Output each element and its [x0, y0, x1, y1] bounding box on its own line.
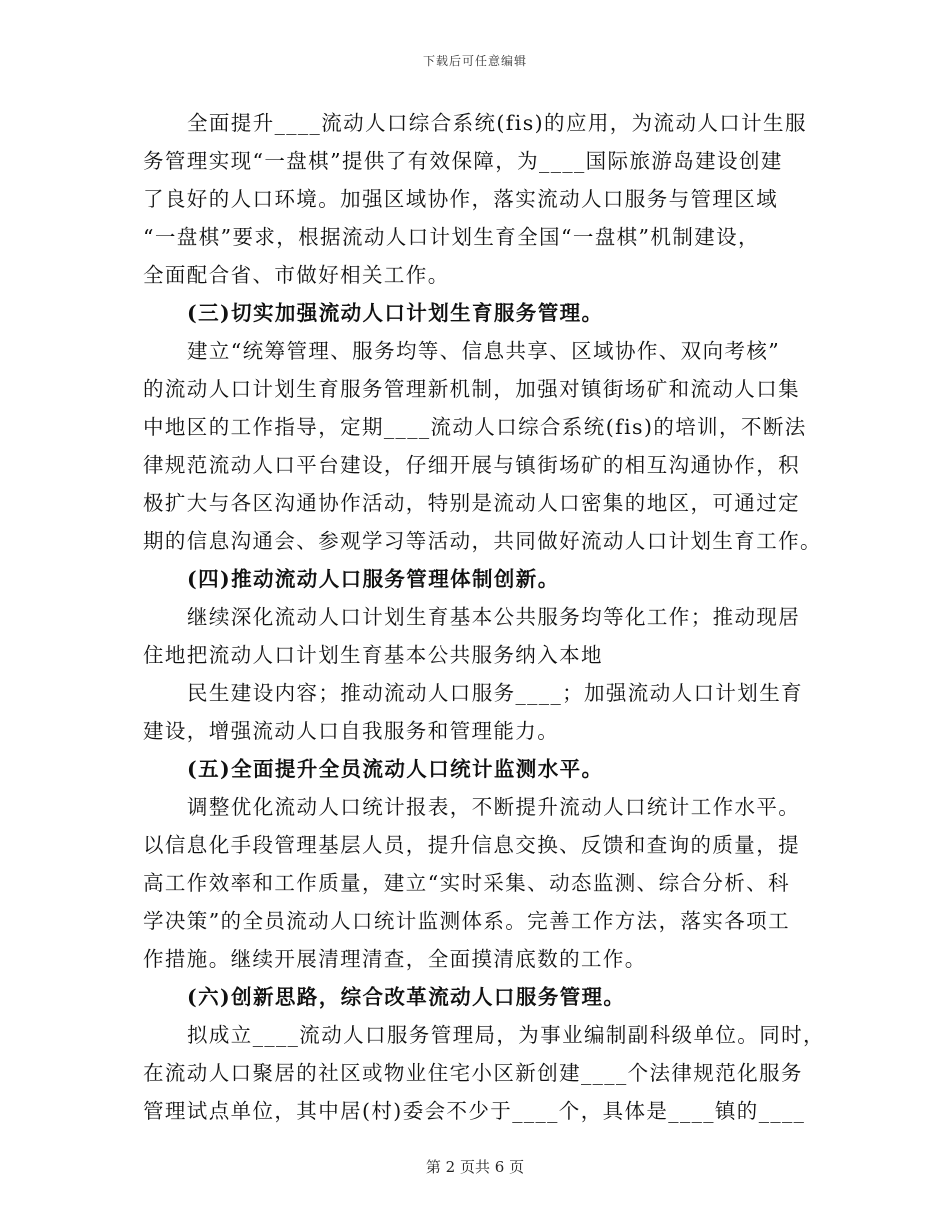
paragraph-line: 调整优化流动人口统计报表，不断提升流动人口统计工作水平。 — [187, 795, 801, 819]
section-heading: (四)推动流动人口服务管理体制创新。 — [187, 567, 560, 591]
paragraph-line: “一盘棋”要求，根据流动人口计划生育全国“一盘棋”机制建设， — [143, 225, 760, 249]
paragraph-line: 极扩大与各区沟通协作活动，特别是流动人口密集的地区，可通过定 — [143, 491, 800, 515]
paragraph-line: 民生建设内容；推动流动人口服务____；加强流动人口计划生育 — [187, 681, 803, 705]
paragraph-line: 建设，增强流动人口自我服务和管理能力。 — [143, 719, 560, 743]
paragraph-line: 学决策”的全员流动人口统计监测体系。完善工作方法，落实各项工 — [143, 909, 790, 933]
paragraph-line: 的流动人口计划生育服务管理新机制，加强对镇街场矿和流动人口集 — [143, 377, 800, 401]
paragraph-line: 继续深化流动人口计划生育基本公共服务均等化工作；推动现居 — [187, 605, 801, 629]
paragraph-line: 中地区的工作指导，定期____流动人口综合系统(fis)的培训，不断法 — [143, 415, 807, 439]
page-header: 下载后可任意编辑 — [422, 54, 527, 68]
paragraph-line: 建立“统筹管理、服务均等、信息共享、区域协作、双向考核” — [187, 339, 781, 363]
paragraph-line: 作措施。继续开展清理清查，全面摸清底数的工作。 — [143, 947, 647, 971]
paragraph-line: 全面配合省、市做好相关工作。 — [143, 263, 450, 287]
paragraph-line: 管理试点单位，其中居(村)委会不少于____个，具体是____镇的____ — [143, 1099, 806, 1123]
paragraph-line: 务管理实现“一盘棋”提供了有效保障，为____国际旅游岛建设创建 — [143, 149, 783, 173]
paragraph-line: 拟成立____流动人口服务管理局，为事业编制副科级单位。同时， — [187, 1023, 825, 1047]
paragraph-line: 住地把流动人口计划生育基本公共服务纳入本地 — [143, 643, 603, 667]
document-body — [143, 104, 825, 1130]
paragraph-line: 在流动人口聚居的社区或物业住宅小区新创建____个法律规范化服务 — [143, 1061, 803, 1085]
section-heading: (六)创新思路，综合改革流动人口服务管理。 — [187, 985, 626, 1009]
paragraph-line: 律规范流动人口平台建设，仔细开展与镇街场矿的相互沟通协作，积 — [143, 453, 800, 477]
paragraph-line: 全面提升____流动人口综合系统(fis)的应用，为流动人口计生服 — [187, 111, 807, 135]
section-heading: (五)全面提升全员流动人口统计监测水平。 — [187, 757, 604, 781]
paragraph-line: 了良好的人口环境。加强区域协作，落实流动人口服务与管理区域 — [143, 187, 779, 211]
paragraph-line: 期的信息沟通会、参观学习等活动，共同做好流动人口计划生育工作。 — [143, 529, 822, 553]
page-footer: 第 2 页共 6 页 — [425, 1158, 525, 1176]
section-heading: (三)切实加强流动人口计划生育服务管理。 — [187, 301, 604, 325]
paragraph-line: 高工作效率和工作质量，建立“实时采集、动态监测、综合分析、科 — [143, 871, 790, 895]
paragraph-line: 以信息化手段管理基层人员，提升信息交换、反馈和查询的质量，提 — [143, 833, 800, 857]
